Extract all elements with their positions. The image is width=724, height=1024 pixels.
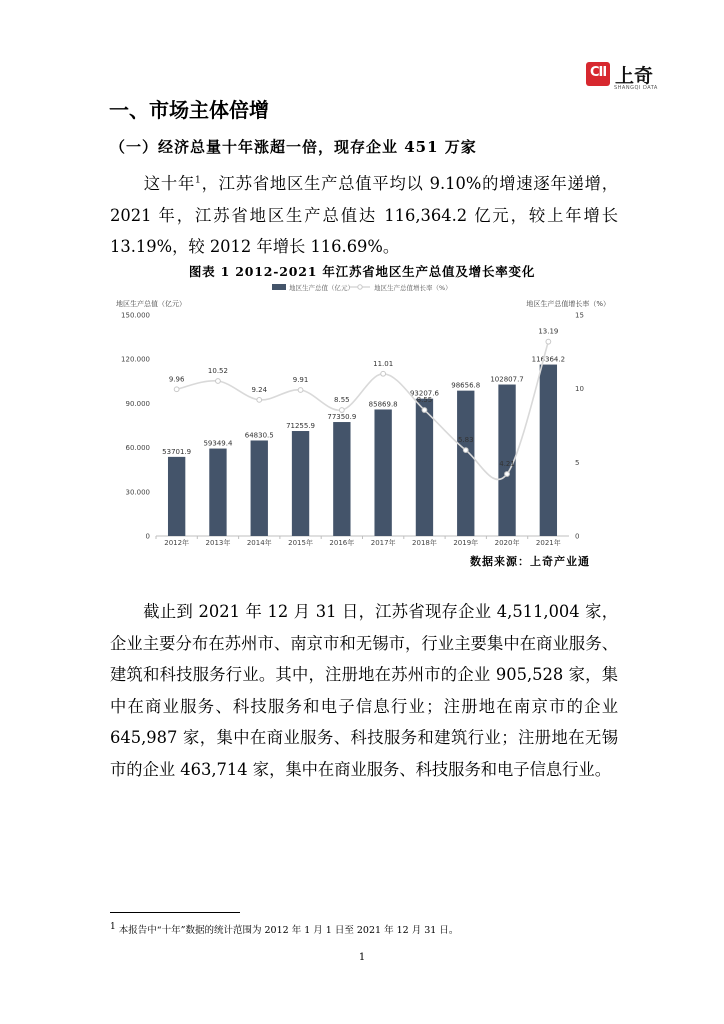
logo-name: 上奇: [615, 65, 654, 87]
footnote-divider: [110, 912, 240, 913]
x-tick-label: 2018年: [412, 539, 437, 547]
bar-value-label: 85869.8: [368, 400, 398, 409]
bar-value-label: 64830.5: [244, 431, 274, 440]
rate-marker: [174, 387, 179, 392]
rate-value-label: 10.52: [207, 367, 228, 376]
y-tick-left: 90.000: [125, 399, 150, 408]
y-tick-left: 150.000: [121, 311, 150, 320]
bar-value-label: 116364.2: [531, 355, 566, 364]
gdp-chart: [104, 280, 624, 572]
rate-value-label: 9.24: [251, 385, 268, 394]
footnote-ref[interactable]: 1: [195, 175, 201, 186]
para1-lead: 这十年: [143, 174, 196, 193]
rate-value-label: 8.55: [334, 396, 350, 405]
y-tick-left: 120.000: [121, 355, 150, 364]
y-tick-left: 30.000: [125, 488, 150, 497]
growth-rate-line: [177, 342, 549, 480]
x-tick-label: 2014年: [246, 539, 272, 547]
y-axis-label-right: 地区生产总值增长率（%）: [526, 300, 610, 308]
page-number: 1: [358, 952, 366, 963]
x-tick-label: 2021年: [535, 539, 561, 547]
logo-mark: CII: [586, 62, 610, 86]
bar-gdp: [168, 457, 185, 536]
chart-svg: [104, 280, 624, 572]
chart-title: 图表 1 2012-2021 年江苏省地区生产总值及增长率变化: [188, 264, 536, 279]
bar-value-label: 93207.6: [409, 389, 439, 398]
bar-value-label: 77350.9: [327, 413, 357, 422]
rate-value-label: 4.21: [499, 459, 515, 468]
y-tick-right: 10: [575, 385, 584, 394]
bar-gdp: [333, 422, 350, 536]
section-heading: 一、市场主体倍增: [109, 98, 269, 122]
bar-gdp: [540, 365, 557, 536]
data-source-note: 数据来源：上奇产业通: [470, 555, 590, 568]
bar-value-label: 53701.9: [162, 447, 192, 456]
rate-marker: [546, 339, 551, 344]
footnote-text: 本报告中“十年”数据的统计范围为 2012 年 1 月 1 日至 2021 年 12 月 31 日。: [118, 925, 459, 936]
rate-marker: [257, 397, 262, 402]
rate-value-label: 5.83: [457, 436, 474, 445]
chart-legend: [272, 283, 452, 292]
para1-rest: ，江苏省地区生产总值平均以 9.10%的增速逐年递增，2021 年，江苏省地区生产总值达 116,364.2 亿元，较上年增长 13.19%，较 2012 年增长 116.69%。: [110, 174, 618, 256]
rate-value-label: 9.96: [168, 375, 185, 384]
bar-value-label: 102807.7: [490, 375, 524, 384]
subsection-heading: （一）经济总量十年涨超一倍，现存企业 451 万家: [110, 138, 477, 156]
rate-marker: [298, 388, 303, 393]
y-axis-label-left: 地区生产总值（亿元）: [116, 300, 186, 308]
x-tick-label: 2016年: [329, 539, 355, 547]
x-tick-label: 2020年: [494, 539, 520, 547]
legend-label-bar: 地区生产总值（亿元）: [289, 284, 354, 292]
bar-gdp: [416, 399, 433, 536]
rate-marker: [339, 408, 344, 413]
x-tick-label: 2019年: [453, 539, 479, 547]
rate-marker: [216, 379, 221, 384]
rate-value-label: 11.01: [373, 359, 394, 368]
bar-value-label: 59349.4: [203, 439, 233, 448]
paragraph-enterprises: [110, 596, 618, 785]
bar-gdp: [292, 431, 309, 536]
bar-gdp: [251, 440, 268, 536]
bar-gdp: [374, 409, 391, 536]
y-tick-right: 0: [575, 532, 580, 541]
legend-label-line: 地区生产总值增长率（%）: [374, 284, 452, 292]
rate-marker: [381, 371, 386, 376]
rate-value-label: 13.19: [538, 327, 559, 336]
y-tick-left: 0: [145, 532, 150, 541]
bar-value-label: 98656.8: [451, 381, 481, 390]
y-tick-right: 15: [575, 311, 584, 320]
logo-subtitle: SHANGQI DATA: [614, 85, 658, 91]
legend-swatch-bar: [272, 284, 286, 290]
para2-text: 截止到 2021 年 12 月 31 日，江苏省现存企业 4,511,004 家，企业主要分布在苏州市、南京市和无锡市，行业主要集中在商业服务、建筑和科技服务行业。其中，注册地在苏州市的企业 905,528 家，集中在商业服务、科技服务和电子信息行业；注册地在南京市的企业 645,987 家，集中在商业服务、科技服务和建筑行业；注册地在无锡市的企业 463,714 家，集中在商业服务、科技服务和电子信息行业。: [110, 602, 618, 779]
rate-marker: [505, 472, 510, 477]
x-tick-label: 2015年: [288, 539, 313, 547]
bar-gdp: [457, 391, 474, 536]
brand-logo: [586, 58, 686, 92]
x-tick-label: 2013年: [205, 539, 231, 547]
rate-marker: [463, 448, 468, 453]
x-tick-label: 2017年: [370, 539, 396, 547]
y-tick-right: 5: [575, 458, 580, 467]
y-tick-left: 60.000: [125, 444, 150, 453]
footnote-marker: 1: [110, 921, 116, 932]
legend-swatch-marker: [358, 285, 362, 289]
x-tick-label: 2012年: [164, 539, 190, 547]
rate-value-label: 9.91: [292, 375, 309, 384]
footnote: [110, 922, 458, 936]
rate-marker: [422, 408, 427, 413]
bar-value-label: 71255.9: [286, 422, 316, 431]
paragraph-gdp-summary: [110, 168, 618, 263]
bar-gdp: [209, 449, 226, 536]
rate-value-label: 8.55: [416, 396, 433, 405]
